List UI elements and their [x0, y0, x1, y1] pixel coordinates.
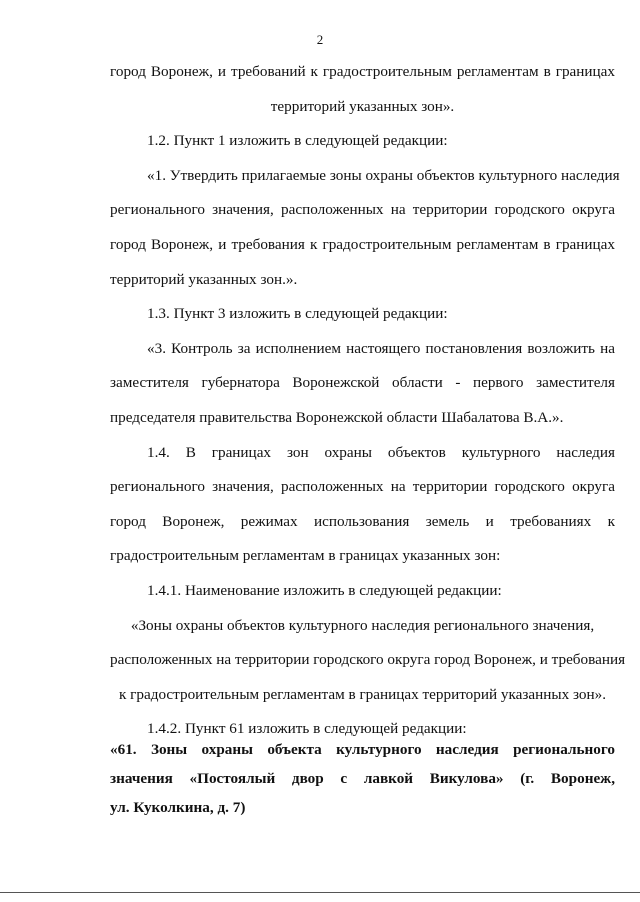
text-line: город Воронеж, режимах использования земель и требованиях к [110, 512, 615, 530]
text-line: заместителя губернатора Воронежской области - первого заместителя [110, 374, 615, 392]
text-line: территорий указанных зон.». [110, 270, 298, 288]
page-number: 2 [316, 32, 324, 47]
text-line: расположенных на территории городского округа город Воронеж, и требования [110, 651, 626, 669]
page-bottom-rule [0, 892, 640, 893]
heading-line: ул. Куколкина, д. 7) [110, 799, 246, 816]
text-line: 1.4.2. Пункт 61 изложить в следующей редакции: [147, 720, 467, 738]
text-line: «Зоны охраны объектов культурного наследия регионального значения, [130, 616, 595, 634]
text-line: 1.3. Пункт 3 изложить в следующей редакции: [147, 305, 448, 323]
text-line: градостроительным регламентам в границах указанных зон: [110, 547, 501, 565]
text-line: город Воронеж, и требований к градостроительным регламентам в границах [110, 63, 615, 80]
heading-line: значения «Постоялый двор с лавкой Викулова» (г. Воронеж, [110, 770, 615, 787]
text-line: «1. Утвердить прилагаемые зоны охраны объектов культурного наследия [147, 166, 620, 184]
text-line: территорий указанных зон». [270, 97, 455, 115]
text-line: город Воронеж, и требования к градостроительным регламентам в границах [110, 235, 615, 253]
body-text [110, 55, 626, 747]
text-line: 1.4.1. Наименование изложить в следующей редакции: [147, 581, 502, 599]
heading-line: «61. Зоны охраны объекта культурного наследия регионального [110, 741, 615, 758]
section-heading [110, 735, 615, 822]
text-line: 1.2. Пункт 1 изложить в следующей редакции: [147, 132, 448, 150]
text-line: регионального значения, расположенных на территории городского округа [110, 201, 615, 219]
text-line: к градостроительным регламентам в границах территорий указанных зон». [118, 685, 606, 703]
text-line: «3. Контроль за исполнением настоящего постановления возложить на [147, 339, 615, 357]
text-line: председателя правительства Воронежской области Шабалатова В.А.». [110, 408, 564, 426]
text-line: 1.4. В границах зон охраны объектов культурного наследия [147, 443, 615, 461]
text-line: регионального значения, расположенных на территории городского округа [110, 478, 615, 496]
